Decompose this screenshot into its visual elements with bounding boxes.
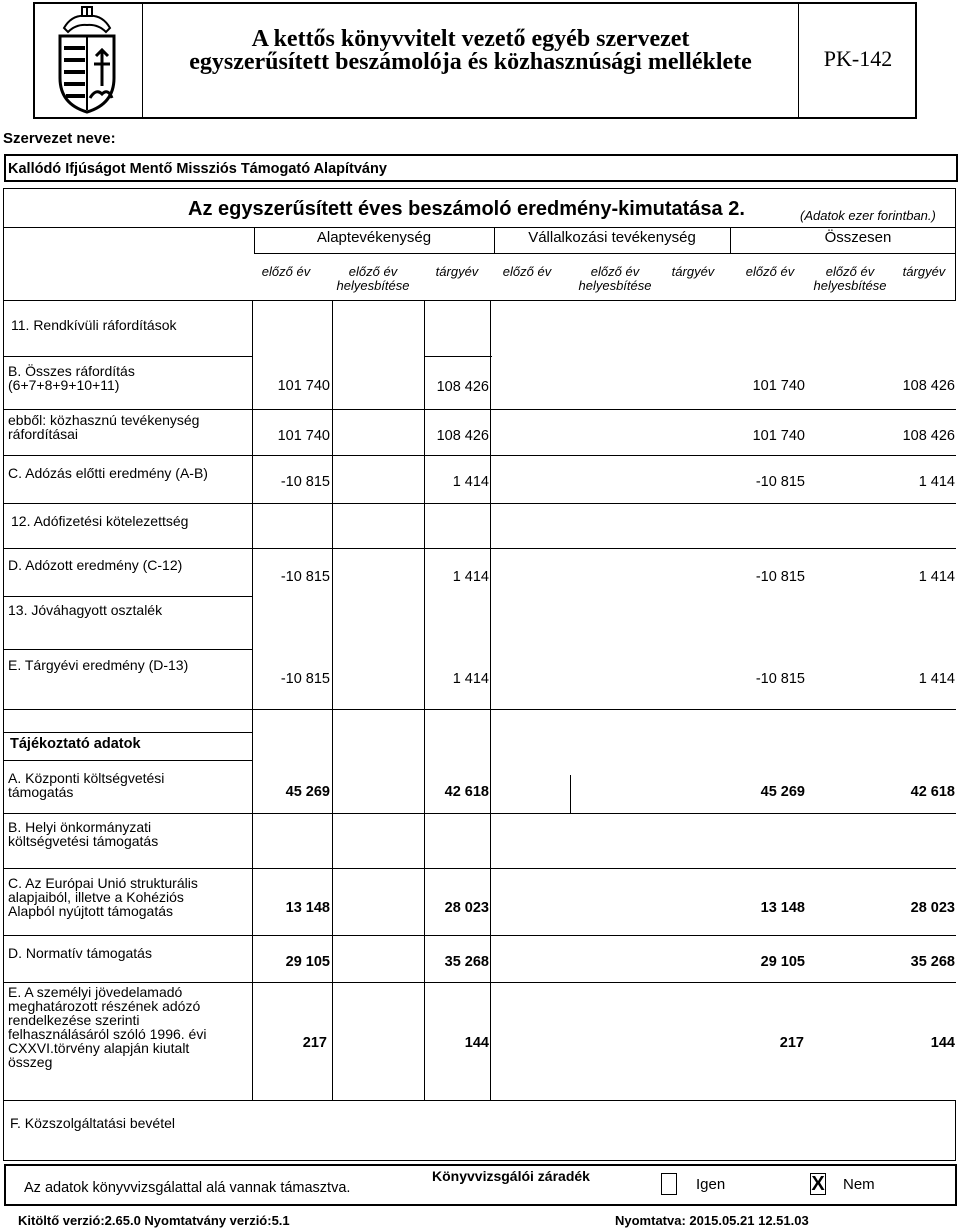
value-b-total-prev: 101 740 <box>752 378 805 394</box>
info-label-a-line1: A. Központi költségvetési <box>8 770 165 786</box>
col-header-2-line2: helyesbítése <box>336 278 410 293</box>
info-title-bottom-line <box>3 760 253 761</box>
info-label-c <box>8 876 198 918</box>
value-kozhasznu-basic-curr: 108 426 <box>436 428 489 444</box>
info-d-total-prev: 29 105 <box>760 954 805 970</box>
title-right-border <box>955 188 956 228</box>
row-label-e <box>8 658 188 672</box>
row-line-1 <box>3 356 253 357</box>
group-bottom-border <box>254 253 956 254</box>
footer-version: Kitöltő verzió:2.65.0 Nyomtatvány verzió:5.1 <box>18 1213 290 1228</box>
col-header-5-line1: előző év <box>590 264 640 279</box>
value-c-basic-prev: -10 815 <box>280 474 330 490</box>
col-header-4-text: előző év <box>502 264 552 279</box>
info-label-a <box>8 771 164 799</box>
col-header-2 <box>328 265 418 293</box>
info-a-basic-prev: 45 269 <box>285 784 330 800</box>
info-label-e-line3: rendelkezése szerinti <box>8 1012 140 1028</box>
info-sep-1 <box>332 710 333 1100</box>
info-label-f-text: F. Közszolgáltatási bevétel <box>10 1115 175 1131</box>
info-label-e-line2: meghatározott részének adózó <box>8 998 201 1014</box>
row-line-7 <box>3 649 253 650</box>
value-kozhasznu-total-prev: 101 740 <box>752 428 805 444</box>
info-label-b <box>8 820 158 848</box>
value-kozhasznu-basic-prev: 101 740 <box>277 428 330 444</box>
title-left-border <box>3 188 4 228</box>
row-label-c <box>8 466 208 480</box>
col-header-2-line1: előző év <box>348 264 398 279</box>
audit-no-label: Nem <box>843 1176 875 1193</box>
row-label-13-text: 13. Jóváhagyott osztalék <box>8 602 163 618</box>
row-label-b <box>8 364 135 392</box>
info-a-total-prev: 45 269 <box>760 784 805 800</box>
col-header-7 <box>735 265 805 279</box>
row-label-e-text: E. Tárgyévi eredmény (D-13) <box>8 657 189 673</box>
info-right-border-bottom <box>955 1100 956 1160</box>
info-label-d <box>8 946 152 960</box>
info-sep-4 <box>570 775 571 813</box>
value-c-total-prev: -10 815 <box>755 474 805 490</box>
body-sep-2 <box>424 300 425 710</box>
info-label-d-text: D. Normatív támogatás <box>8 945 152 961</box>
row-label-12-text: 12. Adófizetési kötelezettség <box>11 513 189 529</box>
row-label-12 <box>11 514 188 528</box>
coat-of-arms-icon <box>52 6 122 114</box>
col-header-1-text: előző év <box>261 264 311 279</box>
group-basic-activity: Alaptevékenység <box>316 229 432 246</box>
value-d-basic-curr: 1 414 <box>452 569 489 585</box>
title-bottom-border <box>3 227 956 228</box>
col-header-8 <box>805 265 895 293</box>
value-b-total-curr: 108 426 <box>902 378 955 394</box>
group-sep-1 <box>254 228 255 253</box>
body-sep-1 <box>332 300 333 710</box>
table-top-border <box>3 188 956 189</box>
value-c-total-curr: 1 414 <box>918 474 955 490</box>
value-d-basic-prev: -10 815 <box>280 569 330 585</box>
col-header-9 <box>894 265 954 279</box>
info-line-4 <box>3 982 956 983</box>
info-bottom-line <box>3 1160 956 1161</box>
row-label-c-text: C. Adózás előtti eredmény (A-B) <box>8 465 208 481</box>
units-note: (Adatok ezer forintban.) <box>800 208 936 223</box>
row-label-d <box>8 558 182 572</box>
info-line-5 <box>3 1100 956 1101</box>
info-d-basic-prev: 29 105 <box>285 954 330 970</box>
info-label-b-line2: költségvetési támogatás <box>8 833 159 849</box>
info-e-total-prev: 217 <box>779 1035 804 1051</box>
info-e-total-curr: 144 <box>930 1035 955 1051</box>
audit-text: Az adatok könyvvizsgálattal alá vannak támasztva. <box>24 1180 351 1196</box>
row-label-13 <box>8 603 162 617</box>
audit-yes-checkbox[interactable] <box>661 1173 677 1195</box>
audit-yes-label: Igen <box>696 1176 726 1193</box>
row-label-b-line2: (6+7+8+9+10+11) <box>8 377 120 393</box>
row-label-11-text: 11. Rendkívüli ráfordítások <box>11 317 177 333</box>
info-line-1 <box>3 813 956 814</box>
info-label-e-line4: felhasználásáról szóló 1996. évi <box>8 1026 207 1042</box>
group-total: Összesen <box>824 229 892 246</box>
col-header-3 <box>425 265 489 279</box>
info-label-e-line6: összeg <box>8 1054 53 1070</box>
footer-printed: Nyomtatva: 2015.05.21 12.51.03 <box>615 1213 809 1228</box>
row-label-kozhasznu <box>8 413 199 441</box>
info-line-3 <box>3 935 956 936</box>
row-label-b-line1: B. Összes ráfordítás <box>8 363 135 379</box>
info-c-basic-prev: 13 148 <box>285 900 330 916</box>
table-left-border <box>3 228 4 710</box>
value-kozhasznu-total-curr: 108 426 <box>902 428 955 444</box>
group-sep-2 <box>494 228 495 253</box>
col-header-8-line1: előző év <box>825 264 875 279</box>
col-header-9-text: tárgyév <box>902 264 946 279</box>
statement-title: Az egyszerűsített éves beszámoló eredmény-kimutatása 2. <box>188 198 745 220</box>
col-header-5 <box>570 265 660 293</box>
col-header-6-text: tárgyév <box>671 264 715 279</box>
header-right-border <box>955 228 956 300</box>
value-e-total-curr: 1 414 <box>918 671 955 687</box>
info-label-c-line3: Alapból nyújtott támogatás <box>8 903 173 919</box>
row-label-11 <box>11 318 177 332</box>
info-title: Tájékoztató adatok <box>10 736 141 752</box>
info-label-c-line1: C. Az Európai Unió strukturális <box>8 875 198 891</box>
row-line-8 <box>3 709 956 710</box>
form-title-line2: egyszerűsített beszámolója és közhasznúsági melléklete <box>189 49 752 75</box>
body-sep-3 <box>490 300 491 710</box>
col-header-8-line2: helyesbítése <box>813 278 887 293</box>
info-d-total-curr: 35 268 <box>910 954 955 970</box>
row-line-2 <box>3 409 956 410</box>
info-label-e-line5: CXXVI.törvény alapján kiutalt <box>8 1040 190 1056</box>
info-c-total-curr: 28 023 <box>910 900 955 916</box>
col-header-5-line2: helyesbítése <box>578 278 652 293</box>
col-header-4 <box>494 265 560 279</box>
info-line-2 <box>3 868 956 869</box>
row-line-6 <box>3 596 253 597</box>
row-line-5 <box>3 548 956 549</box>
info-c-basic-curr: 28 023 <box>444 900 489 916</box>
row-label-d-text: D. Adózott eredmény (C-12) <box>8 557 183 573</box>
row-line-4 <box>3 503 956 504</box>
value-e-basic-prev: -10 815 <box>280 671 330 687</box>
col-header-7-text: előző év <box>745 264 795 279</box>
value-b-basic-curr: 108 426 <box>436 379 489 395</box>
row-line-3 <box>3 455 956 456</box>
info-a-basic-curr: 42 618 <box>444 784 489 800</box>
info-title-top-line <box>3 732 253 733</box>
value-e-total-prev: -10 815 <box>755 671 805 687</box>
audit-title: Könyvvizsgálói záradék <box>432 1168 590 1184</box>
info-label-b-line1: B. Helyi önkormányzati <box>8 819 152 835</box>
info-e-basic-curr: 144 <box>464 1035 489 1051</box>
info-label-a-line2: támogatás <box>8 784 74 800</box>
form-title-line1: A kettős könyvvitelt vezető egyéb szervezet <box>251 26 690 52</box>
col-header-6 <box>660 265 726 279</box>
info-d-basic-curr: 35 268 <box>444 954 489 970</box>
col-header-3-text: tárgyév <box>435 264 479 279</box>
group-sep-3 <box>730 228 731 253</box>
info-c-total-prev: 13 148 <box>760 900 805 916</box>
info-a-total-curr: 42 618 <box>910 784 955 800</box>
col-header-1 <box>254 265 318 279</box>
value-d-total-curr: 1 414 <box>918 569 955 585</box>
value-e-basic-curr: 1 414 <box>452 671 489 687</box>
info-label-e-line1: E. A személyi jövedelamadó <box>8 984 183 1000</box>
info-e-basic-prev: 217 <box>302 1035 327 1051</box>
value-b-basic-prev: 101 740 <box>277 378 330 394</box>
info-label-f <box>10 1116 175 1130</box>
row-label-kozhasznu-line1: ebből: közhasznú tevékenység <box>8 412 200 428</box>
info-label-c-line2: alapjaiból, illetve a Kohéziós <box>8 889 184 905</box>
form-code: PK-142 <box>823 46 893 71</box>
info-label-e <box>8 985 206 1069</box>
org-label: Szervezet neve: <box>3 130 116 147</box>
value-d-total-prev: -10 815 <box>755 569 805 585</box>
group-business-activity: Vállalkozási tevékenység <box>528 229 696 246</box>
row-label-kozhasznu-line2: ráfordításai <box>8 426 79 442</box>
col-header-bottom-border <box>3 300 956 301</box>
cell-line-a <box>424 356 492 357</box>
org-name: Kallódó Ifjúságot Mentő Missziós Támogató Alapítvány <box>8 161 387 177</box>
audit-no-check-mark: X <box>811 1173 825 1195</box>
audit-no-checkbox[interactable] <box>810 1173 826 1195</box>
info-sep-3 <box>490 710 491 1100</box>
value-c-basic-curr: 1 414 <box>452 474 489 490</box>
